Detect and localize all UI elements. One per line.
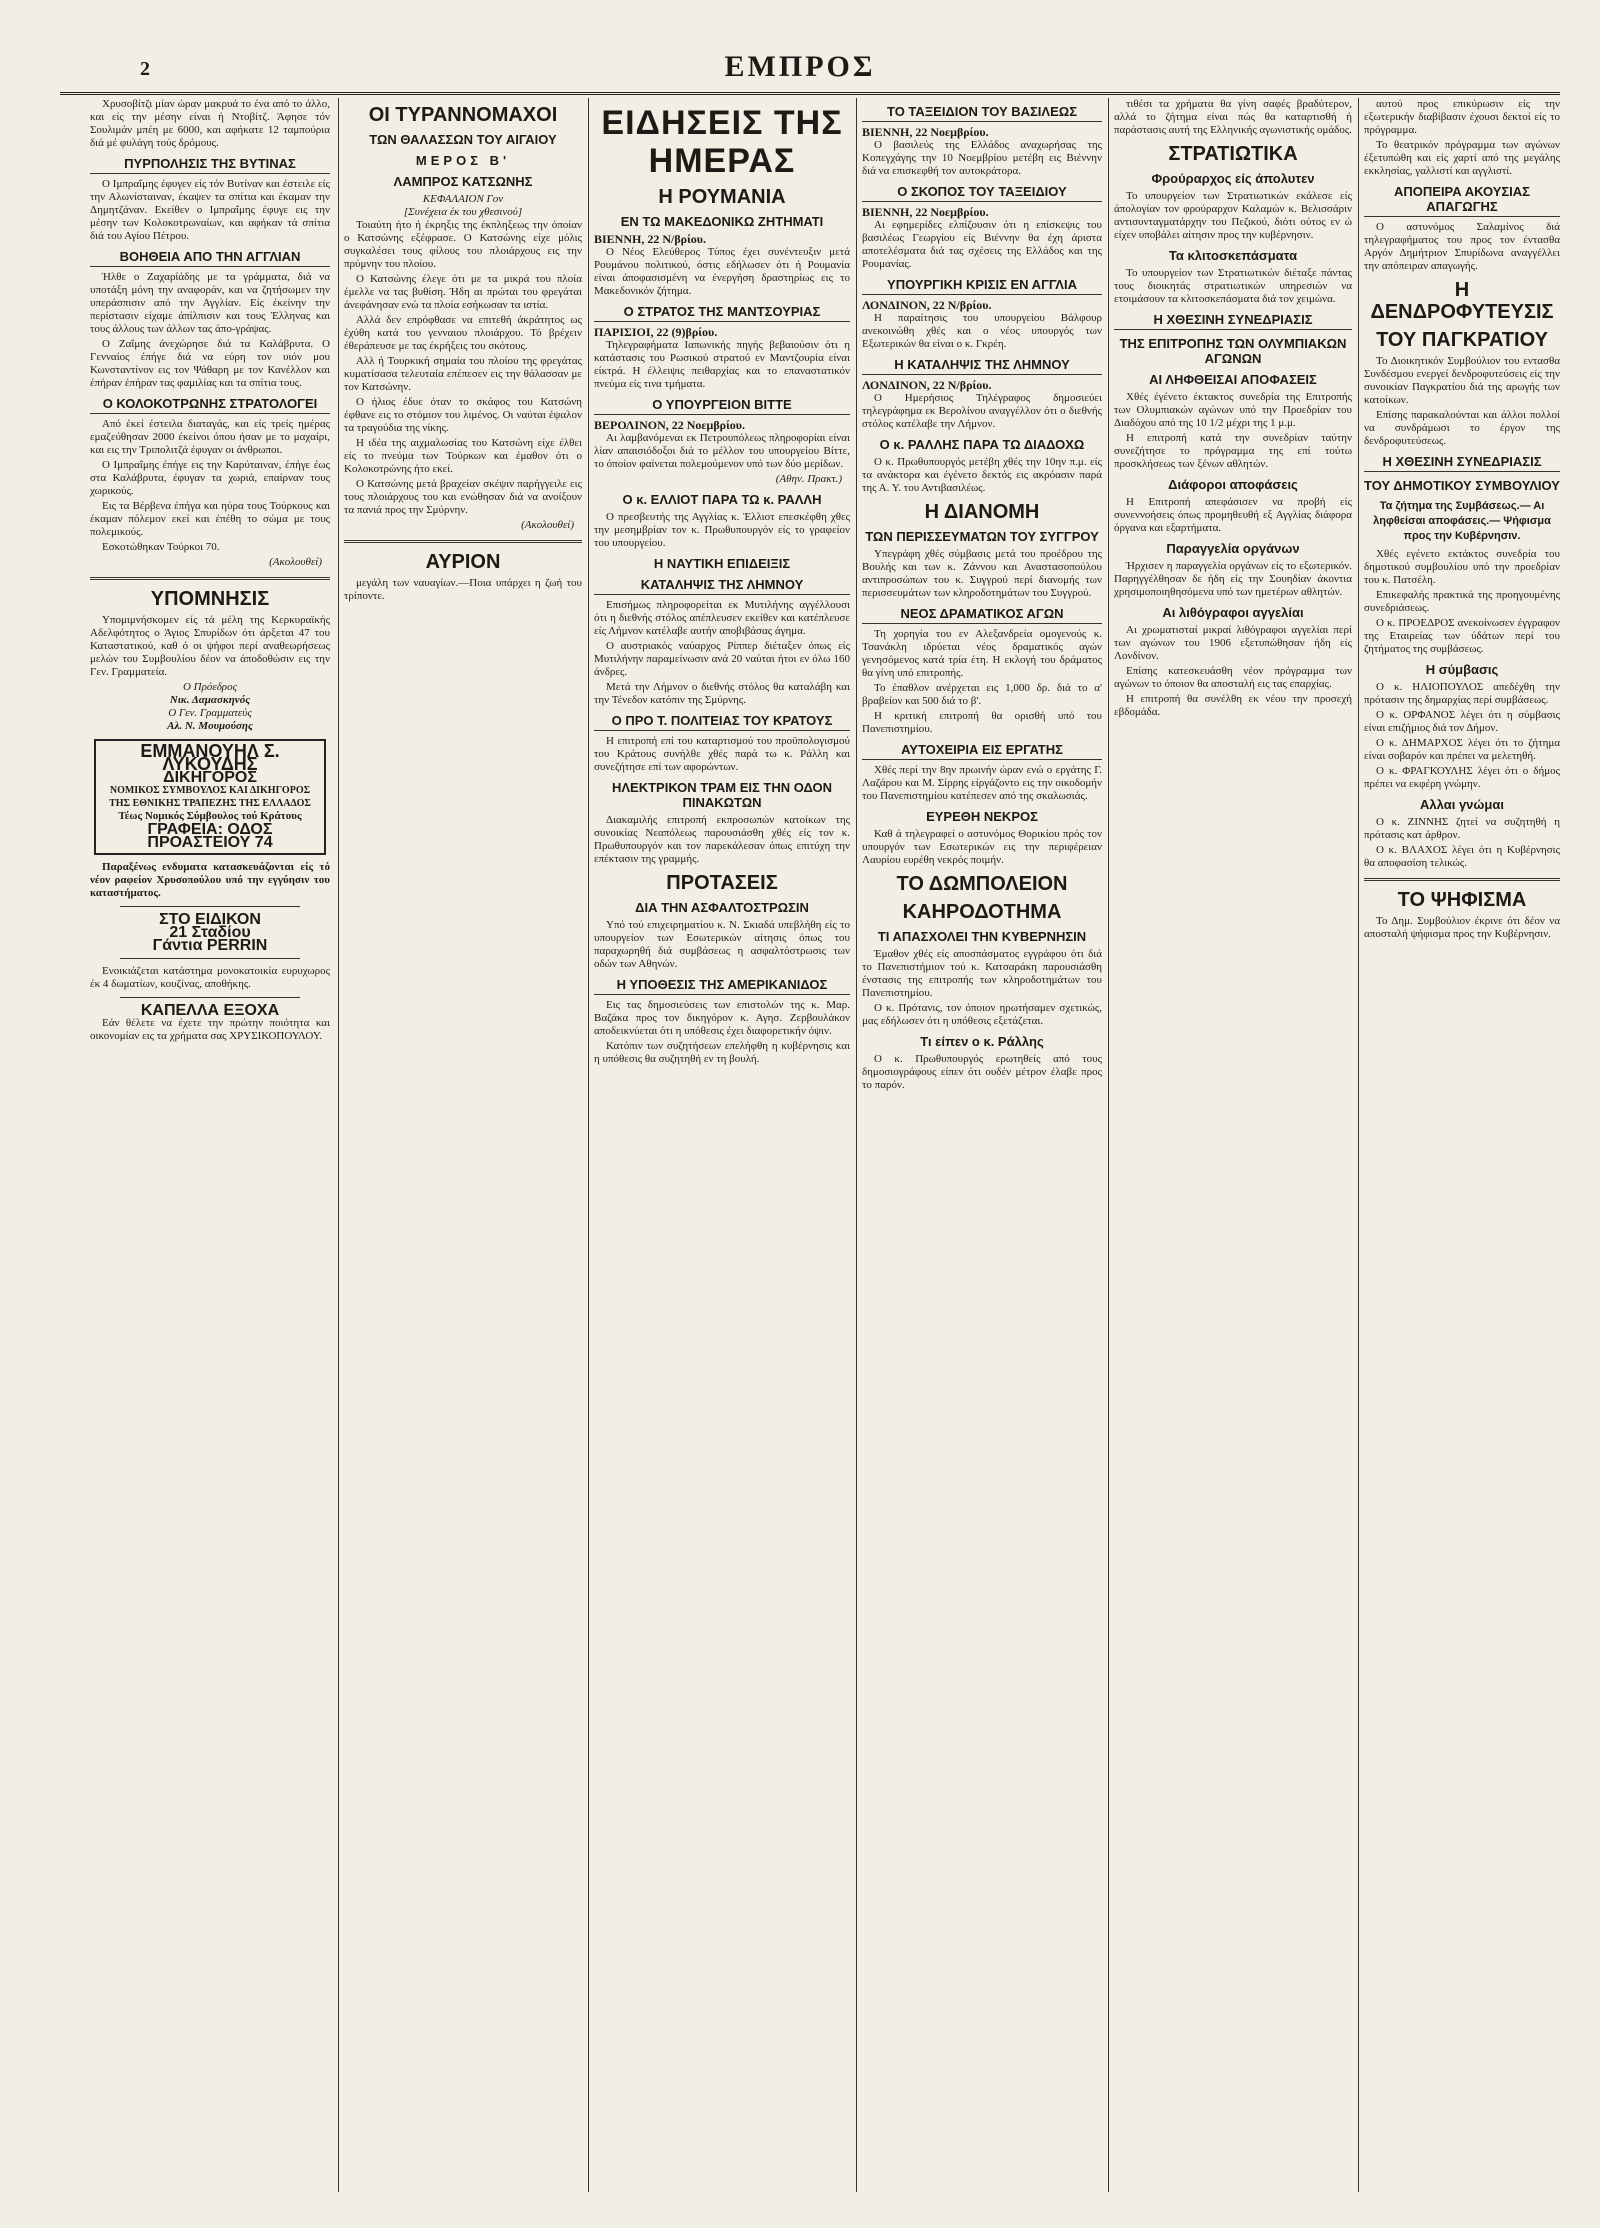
section-subheading: ΤΗΣ ΕΠΙΤΡΟΠΗΣ ΤΩΝ ΟΛΥΜΠΙΑΚΩΝ ΑΓΩΝΩΝ [1119,336,1347,366]
dateline: ΒΙΕΝΝΗ, 22 Νοεμβρίου. [862,125,989,139]
article-text: Ο αστυνόμος Σαλαμίνος διά τηλεγραφήματος του προς τον έντασθα Αργόν Δημήτριον Σπυρίδωνα αναγγέλλει την απόπειραν απαγωγής. [1364,221,1560,272]
serial-subtitle: ΤΩΝ ΘΑΛΑΣΣΩΝ ΤΟΥ ΑΙΓΑΙΟΥ [369,132,557,147]
column-3 [594,98,850,2198]
section-subheading: ΤΟΥ ΔΗΜΟΤΙΚΟΥ ΣΥΜΒΟΥΛΙΟΥ [1364,478,1560,493]
article-text: Ο Κατσώνης μετά βραχείαν σκέψιν παρήγγειλε εις τους πλοιάρχους του και ενώθησαν διά να ανοίξουν τα πανιά προς την Σμύρνην. [344,478,582,516]
divider [344,540,582,543]
divider [120,997,300,998]
advert-address: 21 Σταδίου [169,924,251,941]
article-text: Η επιτροπή κατά την συνεδρίαν ταύτην συνεζήτησε το πρόγραμμα της επί τούτω προσκλήσεως των ξένων αθλητών. [1114,432,1352,470]
section-heading: Η ΧΘΕΣΙΝΗ ΣΥΝΕΔΡΙΑΣΙΣ [1364,454,1560,472]
article-text: Αλλ ή Τουρκική σημαία του πλοίου της φρεγάτας κυματίσασα τελευταία επέπεσεν εις την θάλασσαν με τον Κατσώνην. [344,355,582,393]
column-1 [90,98,330,2198]
article-text: Εις τα Βέρβενα έπήγα και ηύρα τους Τούρκους και έκαμαν πόλεμον εκεί και έπέθη το σώμα με τους πολεμικούς. [90,500,330,538]
article-text: Το υπουργείον των Στρατιωτικών διέταξε πάντας τους διοικητάς στρατιωτικών υπηρεσιών να ετοιμάσουν τα κλιτοσκεπάσματα διά τον χειμώνα. [1114,267,1352,305]
article-text: Χρυσοβίτζι μίαν ώραν μακρυά το ένα από το άλλο, και είς την μέσην είναι ή Ντοβίτζ. Άφησε τόν Σουλιμάν μπέη με 6000, και αφήκατε 12 ταμπούρια διά μέ φυλάγη τούς δρόμους. [90,98,330,149]
section-heading: ΤΟ ΔΩΜΠΟΛΕΙΟΝ [896,873,1068,895]
article-text: Το έπαθλον ανέρχεται εις 1,000 δρ. διά το α' βραβείον και 500 διά το β'. [862,682,1102,707]
article-text: Η παραίτησις του υπουργείου Βάλφουρ ανεκοινώθη χθές και ο νέος υπουργός των Εξωτερικών θα είναι ο κ. Γκρέη. [862,312,1102,350]
article-text: Από έκεί έστειλα διαταγάς, και είς τρείς ημέρας εμαζεύθησαν 2000 έκείνοι όπου ήσαν με το μαχαίρι, και εις την Τριπολιτζά έφυγαν οι άνθρωποι. [90,418,330,456]
article-text: Ο κ. ΖΙΝΝΗΣ ζητεί να συζητηθή η πρότασις κατ άρθρον. [1364,816,1560,841]
section-heading: Ο ΠΡΟ Τ. ΠΟΛΙΤΕΙΑΣ ΤΟΥ ΚΡΑΤΟΥΣ [594,713,850,731]
dateline: ΛΟΝΔΙΝΟΝ, 22 Ν/βρίου. [862,378,992,392]
article-text: Ο κ. ΗΛΙΟΠΟΥΛΟΣ απεδέχθη την πρότασιν της δημαρχίας περί συμβάσεως. [1364,681,1560,706]
article-text: Αλλά δεν επρόφθασε να επιτεθή άκράτητος ως έχύθη κατά του γενναιου πλοιάρχου. Τό βρέχειν έθεράπευσε με τας έκρήξεις του σκότους. [344,314,582,352]
section-heading: ΤΟ ΨΗΦΙΣΜΑ [1397,889,1527,911]
article-text: Το Διοικητικόν Συμβούλιον του εντασθα Συνδέσμου ενεργεί δενδροφυτεύσεις είς την συνοικίαν Παγκρατίου διά της αρωγής των κατοίκων. [1364,355,1560,406]
divider [120,958,300,959]
article-text: Χθές περί την 8ην πρωινήν ώραν ενώ ο εργάτης Γ. Λαζάρου και Μ. Σίρρης είργάζοντο εις την οικοδομήν του Πανεπιστημίου κατέπεσεν από της σκαλωσιάς. [862,764,1102,802]
article-text: Ο Ιμπραΐμης έφυγεν είς τόν Βυτίναν και έστειλε είς την Αλωνίσταιναν, έκαψεν τα σπίτια και έκαμαν την Δημητζάναν. Εκείθεν ο Ιμπραΐμης έφυγε εις την μέσην των Κολοκοτρωναίων, και αφήκαν τά σπίτια διά του Αγίου Πέτρου. [90,178,330,242]
dateline: ΒΙΕΝΝΗ, 22 Νοεμβρίου. [862,205,989,219]
section-heading: Η ΝΑΥΤΙΚΗ ΕΠΙΔΕΙΞΙΣ [653,556,791,571]
article-text: Αι χρωματισταί μικραί λιθόγραφοι αγγελίαι περί των αγώνων του 1906 εξετυπώθησαν ήδη είς Λονδίνον. [1114,624,1352,662]
section-subheading: ΤΙ ΑΠΑΣΧΟΛΕΙ ΤΗΝ ΚΥΒΕΡΝΗΣΙΝ [877,929,1087,944]
section-subheading: Τι είπεν ο κ. Ράλλης [920,1034,1044,1049]
advert-title: ΣΤΟ ΕΙΔΙΚΟΝ [159,911,261,928]
advert-title: ΚΑΠΕΛΛΑ ΕΞΟΧΑ [140,1002,280,1019]
column-4 [862,98,1102,2198]
article-text: Έμαθον χθές είς αποσπάσματος εγγράφου ότι διά το Πανεπιστήμιον τού κ. Κατσαράκη παρουσιάσθη ένστασις της επιτροπής των κληροδοτημάτων του Πανεπιστημίου. [862,948,1102,999]
divider [1364,878,1560,881]
section-subheading: ΤΩΝ ΠΕΡΙΣΣΕΥΜΑΤΩΝ ΤΟΥ ΣΥΓΓΡΟΥ [865,529,1099,544]
article-text: Η ιδέα της αιχμαλωσίας του Κατσώνη είχε έλθει είς το πνεύμα των Τούρκων και έμαθον ότι ο Κολοκοτρώνης ήτο εκεί. [344,437,582,475]
article-text: Χθές έγένετο έκτακτος συνεδρία της Επιτροπής των Ολυμπιακών αγώνων υπό την Προεδρίαν του Διαδόχου από της 10 1/2 μέχρι της 1 μ.μ. [1114,391,1352,429]
article-text: Ο αυστριακός ναύαρχος Ρίππερ διέταξεν όπως είς Μυτιλήνην παραμείνωσιν ανά 20 ναύται ήτοι εν όλω 160 άνδρες. [594,640,850,678]
column-rule [1358,98,1359,2192]
section-subheading: Αι λιθόγραφοι αγγελίαι [1162,605,1304,620]
lawyer-office: ΓΡΑΦΕΙΑ: ΟΔΟΣ ΠΡΟΑΣΤΕΙΟΥ 74 [147,821,273,851]
section-subheading: Αλλαι γνώμαι [1420,797,1504,812]
section-heading: Η ΧΘΕΣΙΝΗ ΣΥΝΕΔΡΙΑΣΙΣ [1114,312,1352,330]
section-heading: ΕΥΡΕΘΗ ΝΕΚΡΟΣ [926,809,1038,824]
section-heading: Η ΥΠΟΘΕΣΙΣ ΤΗΣ ΑΜΕΡΙΚΑΝΙΔΟΣ [594,977,850,995]
article-text: Ο Ημερήσιος Τηλέγραφος δημοσιεύει τηλεγράφημα εκ Βερολίνου αναγγέλλον ότι ο διεθνής στόλος κατέλαβε την Λήμνον. [862,392,1102,430]
signature-name: Αλ. Ν. Μουμούσης [167,720,253,732]
newspaper-name: ΕΜΠΡΟΣ [724,50,876,83]
section-heading: ΑΥΤΟΧΕΙΡΙΑ ΕΙΣ ΕΡΓΑΤΗΣ [862,742,1102,760]
masthead-rule [60,92,1560,95]
article-text: Η Επιτροπή απεφάσισεν να προβή είς συνεννοήσεις όπως προμηθευθή εξ Αγγλίας διάφορα όργανα και εξαρτήματα. [1114,496,1352,534]
advert-text: Εάν θέλετε να έχετε την πρώτην ποιότητα και οικονομίαν εις τα χρήματα σας ΧΡΥΣΙΚΟΠΟΥΛΟΥ. [90,1017,330,1042]
article-text: Η επιτροπή επί του καταρτισμού του προϋπολογισμού του Κράτους συνήλθε χθές παρά τω κ. Ράλλη και συνεζήτησε επί των αφορώντων. [594,735,850,773]
section-subheading: ΤΟΥ ΠΑΓΚΡΑΤΙΟΥ [1376,329,1548,351]
section-subheading: Η σύμβασις [1425,662,1499,677]
article-text: Το υπουργείον των Στρατιωτικών εκάλεσε είς άπολογίαν τον φρούραρχον Καλαμών κ. Βελισσάριν αντισυνταγματάρχην του Πεζικού, διότι ούτος εν ώ είχεν υποβάλει αίτησιν προς την κυβέρνησιν. [1114,190,1352,241]
article-text: Τοιαύτη ήτο ή έκρηξις της έκπληξεως την όποίαν ο Κατσώνης εξέφρασε. Ο Κατσώνης είχε μόλις συγκαλέσει τους φίλους του πλοιάρχους εις την πρύμνην του πλοίου. [344,219,582,270]
article-text: Χθές εγένετο εκτάκτος συνεδρία του δημοτικού συμβουλίου υπό την προεδρίαν του κ. Πατσέλη. [1364,548,1560,586]
serial-title: ΟΙ ΤΥΡΑΝΝΟΜΑΧΟΙ [368,104,558,126]
section-subheading: ΚΑΤΑΛΗΨΙΣ ΤΗΣ ΛΗΜΝΟΥ [594,577,850,595]
dateline: ΒΕΡΟΛΙΝΟΝ, 22 Νοεμβρίου. [594,418,746,432]
article-text: Ο κ. Πρωθυπουργός ερωτηθείς από τους δημοσιογράφους είπεν ότι ουδέν μέτρον έλαβε προς το παρόν. [862,1053,1102,1091]
lawyer-role: ΝΟΜΙΚΟΣ ΣΥΜΒΟΥΛΟΣ ΚΑΙ ΔΙΚΗΓΟΡΟΣ ΤΗΣ ΕΘΝΙΚΗΣ ΤΡΑΠΕΖΗΣ ΤΗΣ ΕΛΛΑΔΟΣ [109,785,311,809]
signature-title: Ο Γεν. Γραμματεύς [168,707,252,719]
article-text: Ο κ. Πρωθυπουργός μετέβη χθές την 10ην π.μ. είς τα ανάκτορα και έγένετο δεκτός εις ακρόασιν παρά της Α. Υ. του Αντιβασιλέως. [862,456,1102,494]
article-text: Επικεφαλής πρακτικά της προηγουμένης συνεδριάσεως. [1364,589,1560,614]
lawyer-role-2: Τέως Νομικός Σύμβουλος τού Κράτους [118,810,302,822]
lawyer-name: ΕΜΜΑΝΟΥΗΛ Σ. ΛΥΚΟΥΔΗΣ [140,741,280,774]
article-text: Τηλεγραφήματα Ιαπωνικής πηγής βεβαιούσιν ότι η κατάστασις του Ρωσικού στρατού εν Μαντζουρία είναι είκτρά. Η έλλειψις πειθαρχίας και το επαναστατικόν πνεύμα είς τινα τμήματα. [594,339,850,390]
article-text: Εσκοτώθηκαν Τούρκοι 70. [102,541,220,553]
section-heading: ΥΠΟΥΡΓΙΚΗ ΚΡΙΣΙΣ ΕΝ ΑΓΓΛΙΑ [862,277,1102,295]
article-text: Ο Ζαΐμης άνεχώρησε διά τα Καλάβρυτα. Ο Γενναίος έπήγε διά να εύρη τον υιόν μου Κωνσταντίνον εις τον Ψάθαρη με τον Κανέλλον και έπήραν έπήραν τας φαμιλίας και τα σπίτια τους. [90,338,330,389]
advert-text: μεγάλη των ναυαγίων.—Ποια υπάρχει η ζωή του τρίποντε. [344,577,582,602]
section-subheading: Τα κλιτοσκεπάσματα [1168,248,1298,263]
signature-title: Ο Πρόεδρος [182,681,238,693]
article-text: Ο Κατσώνης έλεγε ότι με τα μικρά του πλοία έμελλε να τας βυθίση. Ήδη αι πρώται του φρεγάται άνεφάνησαν ενώ τα πλοία εσήκωσαν τα ιστία. [344,273,582,311]
section-subheading: ΚΑΗΡΟΔΟΤΗΜΑ [902,901,1062,923]
section-heading: ΒΟΗΘΕΙΑ ΑΠΟ ΤΗΝ ΑΓΓΛΙΑΝ [90,249,330,267]
article-text: Το θεατρικόν πρόγραμμα των αγώνων έξετυπώθη και είς χαρτί από της μεγάλης εκκλησίας, γαλλιστί και αγγλιστί. [1364,139,1560,177]
column-rule [856,98,857,2192]
column-2 [344,98,582,2198]
divider [90,577,330,580]
article-text: Ο κ. ΟΡΦΑΝΟΣ λέγει ότι η σύμβασις είναι επιζήμιος διά τον Δήμον. [1364,709,1560,734]
section-subheading: Διάφοροι αποφάσεις [1168,477,1298,492]
masthead [40,50,1560,90]
divider [120,906,300,907]
section-heading: ΑΠΟΠΕΙΡΑ ΑΚΟΥΣΙΑΣ ΑΠΑΓΩΓΗΣ [1364,184,1560,217]
section-heading: ΤΟ ΤΑΞΕΙΔΙΟΝ ΤΟΥ ΒΑΣΙΛΕΩΣ [862,104,1102,122]
serial-continuation: [Συνέχεια έκ του χθεσινού] [403,206,523,218]
article-text: Ο ήλιος έδυε όταν το σκάφος του Κατσώνη έφθανε εις το στόμιον του λιμένος. Οι ναύται έψαλον τα τραγούδια της νίκης. [344,396,582,434]
page-number: 2 [140,58,150,80]
article-text: Ο κ. ΠΡΟΕΔΡΟΣ ανεκοίνωσεν έγγραφον της Εταιρείας των ύδάτων περί του ζητήματος της συμβάσεως. [1364,617,1560,655]
dateline: ΛΟΝΔΙΝΟΝ, 22 Ν/βρίου. [862,298,992,312]
serial-hero: ΛΑΜΠΡΟΣ ΚΑΤΣΩΝΗΣ [393,174,533,189]
section-heading: Η ΚΑΤΑΛΗΨΙΣ ΤΗΣ ΛΗΜΝΟΥ [862,357,1102,375]
article-text: Αι εφημερίδες ελπίζουσιν ότι η επίσκεψις του βασιλέως Γεωργίου είς Βιέννην θα έχη άριστα αποτελέσματα διά τας σχέσεις της Ελλάδος και της Ρουμανίας. [862,219,1102,270]
serial-chapter: ΚΕΦΑΛΑΙΟΝ Γον [422,193,504,205]
main-section-title: ΕΙΔΗΣΕΙΣ ΤΗΣ ΗΜΕΡΑΣ [601,104,843,180]
section-subheading: ΑΙ ΛΗΦΘΕΙΣΑΙ ΑΠΟΦΑΣΕΙΣ [1149,372,1317,387]
section-heading: Ο ΚΟΛΟΚΟΤΡΩΝΗΣ ΣΤΡΑΤΟΛΟΓΕΙ [90,396,330,414]
lawyer-advert [94,739,326,855]
article-text: Ήρχισεν η παραγγελία οργάνων είς το εξωτερικόν. Παρηγγέλθησαν δε ήδη είς την Σουηδίαν άκοντια χρησιμοποιηθησόμενα υπό των ημετέρων αθλητών. [1114,560,1352,598]
section-heading: ΝΕΟΣ ΔΡΑΜΑΤΙΚΟΣ ΑΓΩΝ [862,606,1102,624]
article-text: Η επιτροπή θα συνέλθη εκ νέου την προσεχή εβδομάδα. [1114,693,1352,718]
section-heading: Ο κ. ΡΑΛΛΗΣ ΠΑΡΑ ΤΩ ΔΙΑΔΟΧΩ [879,437,1085,452]
section-heading: ΠΡΟΤΑΣΕΙΣ [666,872,778,894]
article-text: Ήλθε ο Ζαχαρίάδης με τα γράμματα, διά να υποτάξη μόνη την αναφοράν, και να ζητήσωμεν την υπεράσπισιν από την Αγγλίαν. Είς έκείνην την περίστασιν είχαμε άπίλπισιν και τους Έλληνας και τους άλλους των άλλων τας άπο-γράψας. [90,271,330,335]
continued-note: (Ακολουθεί) [269,556,322,568]
article-text: Αι λαμβανόμεναι εκ Πετρουπόλεως πληροφορίαι είναι λίαν απαισιόδοξοι διά το μέλλον του υπουργείου Βίττε, το όποίον φαίνεται πολεμούμενον υπό των δύο μερίδων. [594,432,850,470]
section-subheading: ΔΙΑ ΤΗΝ ΑΣΦΑΛΤΟΣΤΡΩΣΙΝ [635,900,809,915]
section-heading: Ο ΥΠΟΥΡΓΕΙΟΝ ΒΙΤΤΕ [594,397,850,415]
article-text: Μετά την Λήμνον ο διεθνής στόλος θα καταλάβη και την Τένεδον κατόπιν της Σμύρνης. [594,681,850,706]
column-rule [338,98,339,2192]
column-rule [1108,98,1109,2192]
article-text: Κατόπιν των συζητήσεων επελήφθη η κυβέρνησις και η υπόθεσις θα συζητηθή εν τη βουλή. [594,1040,850,1065]
column-6 [1364,98,1560,2198]
section-heading: Ο κ. ΕΛΛΙΟΤ ΠΑΡΑ ΤΩ κ. ΡΑΛΛΗ [622,492,822,507]
article-text: τιθέσι τα χρήματα θα γίνη σαφές βραδύτερον, αλλά το ζήτημα είναι πώς θα καταρτισθή ή παράστασις αυτή της Ελληνικής αγωνιστικής ομάδος. [1114,98,1352,136]
article-text: Υπό τού επιχειρηματίου κ. Ν. Σκιαδά υπεβλήθη είς το υπουργείον των Εσωτερικών αίτησις όπως του παραχωρηθή διά συμβάσεως η ασφαλτόστρωσις των οδών των Αθηνών. [594,919,850,970]
signature-name: Νικ. Δαμασκηνός [169,694,251,706]
article-text: Εις τας δημοσιεύσεις των επιστολών της κ. Μαρ. Βαζάκα προς τον δικηγόρον κ. Αγησ. Ζερβουλάκον αποδεικνύεται ότι η υπόθεσις έχει διαφορετικήν όψιν. [594,999,850,1037]
section-subheading: Φρούραρχος είς άπολυτεν [1151,171,1315,186]
article-text: Τη χορηγία του εν Αλεξανδρεία ομογενούς κ. Τσανάκλη ιδρύεται νέος δραματικός αγών γενησόμενος κατά τρία έτη. Η εκλογή του δράματος θα γίνη υπό επιτροπής. [862,628,1102,679]
article-text: Ο πρεσβευτής της Αγγλίας κ. Έλλιοτ επεσκέφθη χθες την μεσημβρίαν τον κ. Πρωθυπουργόν είς το γραφείον του υπουργείου. [594,511,850,549]
section-heading: ΗΛΕΚΤΡΙΚΟΝ ΤΡΑΜ ΕΙΣ ΤΗΝ ΟΔΟΝ ΠΙΝΑΚΩΤΩΝ [611,780,832,810]
article-text: Διακαμιλής επιτροπή εκπροσωπών κατοίκων της συνοικίας Νεαπόλεως παρουσιάσθη χθές είς τον κ. Πρωθυπουργόν και τον παρεκάλεσαν όπως επιτύχη την επέκτασιν της γραμμής. [594,814,850,865]
article-text: Επισήμως πληροφορείται εκ Μυτιλήνης αγγέλλουσι ότι η διεθνής στόλος απέπλευσεν εκείθεν και κατέπλευσε είς Λήμνον κατέλαβε αυτήν αποβιβάσας άγημα. [594,599,850,637]
article-text: Υπεγράφη χθές σύμβασις μετά του προέδρου της Βουλής και των κ. Ζάννου και Αναστασοπούλου αντιπροσώπων του κ. Συγγρού περί διανομής των περισσευμάτων των κληροδοτημάτων του Συγγρού. [862,548,1102,599]
section-subheading: ΕΝ ΤΩ ΜΑΚΕΔΟΝΙΚΩ ΖΗΤΗΜΑΤΙ [620,214,824,229]
advert-text: Ενοικιάζεται κατάστημα μονοκατοικία ευρυχωρος έκ 4 δωματίων, κουζίνας, αποθήκης. [90,965,330,990]
advert-title: ΑΥΡΙΟΝ [425,551,501,573]
continued-note: (Ακολουθεί) [521,519,574,531]
section-heading: ΠΥΡΠΟΛΗΣΙΣ ΤΗΣ ΒΥΤΙΝΑΣ [90,156,330,174]
article-text: Ο κ. ΔΗΜΑΡΧΟΣ λέγει ότι το ζήτημα είναι σοβαρόν και πρέπει να μελετηθή. [1364,737,1560,762]
section-heading: Η ΔΕΝΔΡΟΦΥΤΕΥΣΙΣ [1370,279,1554,323]
article-text: Επίσης κατεσκευάσθη νέον πρόγραμμα των αγώνων το όποιον θα αποσταλή εις τας επαρχίας. [1114,665,1352,690]
section-heading: Ο ΣΤΡΑΤΟΣ ΤΗΣ ΜΑΝΤΣΟΥΡΙΑΣ [594,304,850,322]
article-text: Ο βασιλεύς της Ελλάδος αναχωρήσας της Κοπεγχάγης την 10 Νοεμβρίου μετέβη εις Βιέννην διά να επισκεφθή τον αυτοκράτορα. [862,139,1102,177]
article-text: Το Δημ. Συμβούλιον έκρινε ότι δέον να αποσταλή ψήφισμα προς την Κυβέρνησιν. [1364,915,1560,940]
section-heading: ΥΠΟΜΝΗΣΙΣ [150,588,270,610]
lawyer-title: ΔΙΚΗΓΟΡΟΣ [163,769,257,786]
section-subheading: Παραγγελία οργάνων [1166,541,1300,556]
advert-brand: Γάντια PERRIN [152,937,268,954]
dateline: ΠΑΡΙΣΙΟΙ, 22 (9)βρίου. [594,325,718,339]
section-heading: Ο ΣΚΟΠΟΣ ΤΟΥ ΤΑΞΕΙΔΙΟΥ [862,184,1102,202]
serial-part: ΜΕΡΟΣ Β' [415,153,511,168]
section-heading: ΣΤΡΑΤΙΩΤΙΚΑ [1168,143,1298,165]
dateline: ΒΙΕΝΝΗ, 22 Ν/βρίου. [594,232,707,246]
article-text: Η κριτική επιτροπή θα ορισθή υπό του Πανεπιστημίου. [862,710,1102,735]
section-heading: Η ΡΟΥΜΑΝΙΑ [658,186,786,208]
article-text: Καθ ά τηλεγραφεί ο αστυνόμος Θορικίου πρός τον υπουργόν των Εσωτερικών εις την περιφέρειαν Λαυρίου ευρέθη νεκρός ποιμήν. [862,828,1102,866]
column-5 [1114,98,1352,2198]
article-text: Ο Νέος Ελεύθερος Τύπος έχει συνέντευξιν μετά Ρουμάνου πολιτικού, όστις εδήλωσεν ότι ή Ρουμανία είναι άποφασισμένη να ένεργήση δραστηρίως εις το Μακεδονικόν ζήτημα. [594,246,850,297]
article-text: Υπομιμνήσκομεν είς τά μέλη της Κερκυραϊκής Αδελφότητος ο Άγιος Σπυρίδων ότι άρξεται 47 του Καταστατικού, καθ ό οι ψήφοι περί αναθεωρήσεως μελών του Συμβουλίου δέον να άποδοθώσιν εις την Γεν. Γραμματεία. [90,614,330,678]
section-heading: Η ΔΙΑΝΟΜΗ [924,501,1040,523]
source-note: (Αθην. Πρακτ.) [775,473,842,485]
article-text: Ο κ. ΦΡΑΓΚΟΥΛΗΣ λέγει ότι ο δήμος πρέπει να εκφέρη γνώμην. [1364,765,1560,790]
article-text: Ο κ. Πρότανις, τον όποιον ηρωτήσαμεν σχετικώς, μας εδήλωσεν ότι η υπόθεσις εξετάζεται. [862,1002,1102,1027]
section-subheading: Τα ζήτημα της Συμβάσεως.— Αι ληφθείσαι αποφάσεις.— Ψήφισμα προς την Κυβέρνησιν. [1373,500,1551,542]
article-text: αυτού προς επικύρωσιν είς την εξωτερικήν διαβίβασιν έχουσι δεκτοί είς το πρόγραμμα. [1364,98,1560,136]
article-text: Επίσης παρακαλούνται και άλλοι πολλοί να συνδράμωσι το έργον της δενδροφυτεύσεως. [1364,409,1560,447]
article-text: Ο Ιμπραΐμης έπήγε εις την Καρύταιναν, έπήγε έως στα Καλάβρυτα, έφυγαν τα χωριά, επαίρναν τους χωρικούς. [90,459,330,497]
advert-text: Παραξένως ενδυματα κατασκευάζονται είς τό νέον ραφείον Χρυσοπούλου υπό την εγγύησιν του καταστήματος. [90,861,330,899]
article-text: Ο κ. ΒΛΑΧΟΣ λέγει ότι η Κυβέρνησις θα αποφασίση τελικώς. [1364,844,1560,869]
column-rule [588,98,589,2192]
